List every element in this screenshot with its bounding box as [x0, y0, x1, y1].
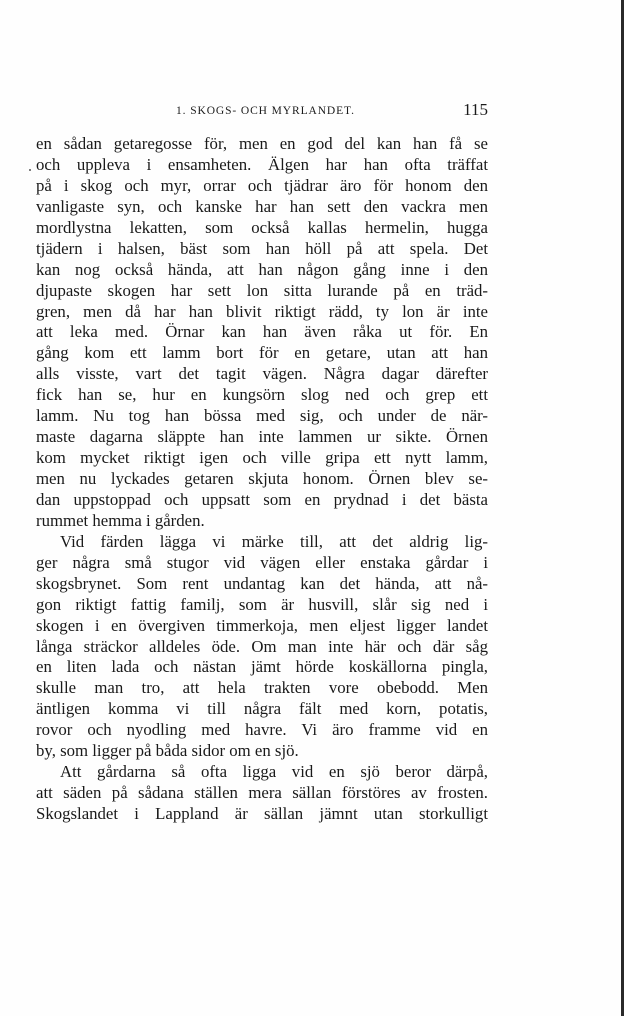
- paragraph-end-line: by, som ligger på båda sidor om en sjö.: [36, 741, 299, 761]
- text-line: och uppleva i ensamheten. Älgen har han ofta träffat: [36, 154, 488, 174]
- text-line: dan uppstoppad och uppsatt som en prydnad i det bästa: [36, 489, 488, 509]
- text-line: gren, men då har han blivit riktigt rädd, ty lon är inte: [36, 301, 488, 321]
- text-line: gång kom ett lamm bort för en getare, utan att han: [36, 343, 488, 363]
- running-head: [36, 100, 488, 125]
- text-line: kan nog också hända, att han någon gång inne i den: [36, 259, 488, 279]
- text-line: fick han se, hur en kungsörn slog ned och grep ett: [36, 385, 488, 405]
- text-line: lamm. Nu tog han bössa med sig, och under de när-: [36, 406, 488, 426]
- paragraph-start-line: Vid färden lägga vi märke till, att det aldrig lig-: [60, 531, 488, 551]
- text-line: skogsbrynet. Som rent undantag kan det hända, att nå-: [36, 573, 488, 593]
- text-line: en sådan getaregosse för, men en god del kan han få se: [36, 134, 488, 153]
- text-line: en liten lada och nästan jämt hörde koskällorna pingla,: [36, 657, 488, 677]
- text-line: men nu lyckades getaren skjuta honom. Örnen blev se-: [36, 469, 488, 488]
- text-line: att säden på sådana ställen mera sällan förstöres av frosten.: [36, 783, 488, 803]
- text-line: äntligen komma vi till några fält med korn, potatis,: [36, 699, 488, 719]
- text-line: på i skog och myr, orrar och tjädrar äro för honom den: [36, 175, 488, 195]
- text-line: att leka med. Örnar kan han även råka ut för. En: [36, 322, 488, 342]
- text-line: skulle man tro, att hela trakten vore obebodd. Men: [36, 678, 488, 698]
- text-line: Skogslandet i Lappland är sällan jämnt utan storkulligt: [36, 804, 488, 823]
- text-line: djupaste skogen har sett lon sitta lurande på en träd-: [36, 280, 488, 300]
- paragraph-start-line: Att gårdarna så ofta ligga vid en sjö beror därpå,: [60, 762, 488, 782]
- text-line: rovor och nyodling med havre. Vi äro framme vid en: [36, 720, 488, 740]
- text-line: tjädern i halsen, bäst som han höll på att spela. Det: [36, 238, 488, 258]
- ink-speck: [29, 169, 31, 171]
- paragraph-end-line: rummet hemma i gården.: [36, 510, 205, 530]
- text-line: gon riktigt fattig familj, som är husvill, slår sig ned i: [36, 594, 488, 614]
- text-line: skogen i en övergiven timmerkoja, men eljest ligger landet: [36, 615, 488, 635]
- text-line: mordlystna lekatten, som också kallas hermelin, hugga: [36, 217, 488, 237]
- body-text: [36, 134, 488, 825]
- text-line: ger några små stugor vid vägen eller enstaka gårdar i: [36, 552, 488, 572]
- text-line: långa sträckor alldeles öde. Om man inte här och där såg: [36, 636, 488, 656]
- page-number: 115: [463, 100, 488, 119]
- text-line: vanligaste syn, och kanske har han sett den vackra men: [36, 196, 488, 216]
- chapter-title: 1. SKOGS- OCH MYRLANDET.: [176, 105, 355, 117]
- text-line: kom mycket riktigt igen och ville gripa ett nytt lamm,: [36, 448, 488, 468]
- text-line: maste dagarna släppte han inte lammen ur sikte. Örnen: [36, 427, 488, 447]
- text-line: alls visste, vart det tagit vägen. Några dagar därefter: [36, 364, 488, 384]
